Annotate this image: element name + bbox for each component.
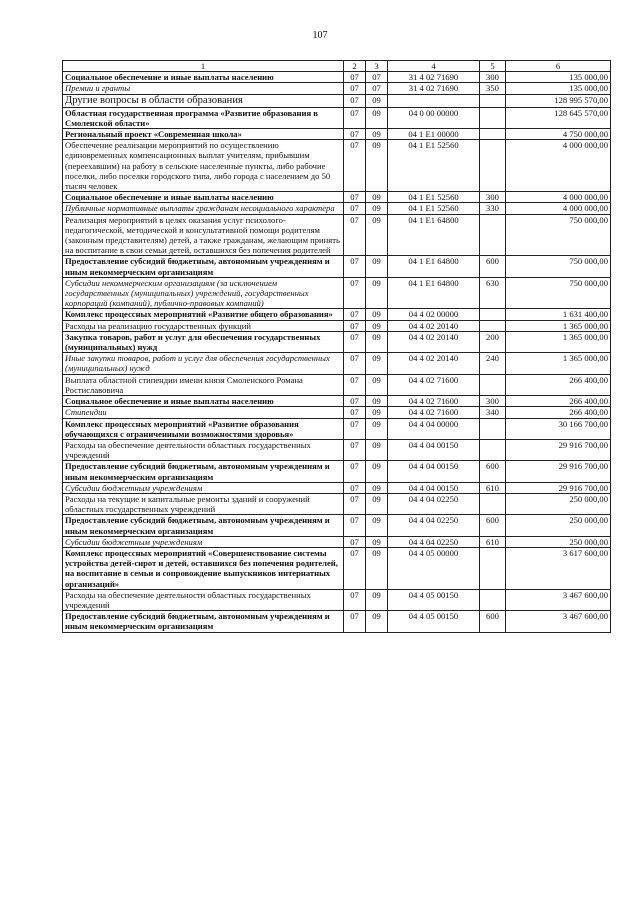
row-subsection-code: 09 <box>366 547 388 589</box>
row-section-code: 07 <box>344 331 366 352</box>
row-section-code: 07 <box>344 83 366 94</box>
budget-table <box>62 60 611 633</box>
row-amount: 128 995 570,00 <box>506 94 611 107</box>
row-name: Предоставление субсидий бюджетным, автономным учреждениям и иным некоммерческим организациям <box>63 611 344 632</box>
row-expense-type: 600 <box>480 256 506 277</box>
row-name: Комплекс процессных мероприятий «Совершенствование системы устройства детей-сирот и детей, оставшихся без попечения родителей, на воспитание в семьи и сопровождение выпускников интернатных организаций» <box>63 547 344 589</box>
row-expense-type <box>480 94 506 107</box>
row-section-code: 07 <box>344 256 366 277</box>
row-subsection-code: 07 <box>366 72 388 83</box>
table-row <box>63 374 611 395</box>
row-subsection-code: 09 <box>366 107 388 128</box>
row-target-code: 31 4 02 71690 <box>388 72 480 83</box>
row-amount: 1 365 000,00 <box>506 320 611 331</box>
row-subsection-code: 09 <box>366 515 388 536</box>
table-row <box>63 277 611 309</box>
table-row <box>63 396 611 407</box>
row-subsection-code: 09 <box>366 396 388 407</box>
row-expense-type: 600 <box>480 461 506 482</box>
row-section-code: 07 <box>344 203 366 214</box>
column-header: 1 <box>63 61 344 72</box>
row-section-code: 07 <box>344 277 366 309</box>
table-row <box>63 353 611 374</box>
row-name: Публичные нормативные выплаты гражданам несоциального характера <box>63 203 344 214</box>
row-target-code: 04 4 04 02250 <box>388 493 480 514</box>
row-target-code: 04 4 02 20140 <box>388 320 480 331</box>
row-subsection-code: 09 <box>366 192 388 203</box>
row-subsection-code: 09 <box>366 129 388 140</box>
table-header-row <box>63 61 611 72</box>
row-name: Субсидии бюджетным учреждениям <box>63 536 344 547</box>
row-target-code: 04 1 Е1 00000 <box>388 129 480 140</box>
row-target-code: 04 4 04 00000 <box>388 418 480 439</box>
row-amount: 750 000,00 <box>506 214 611 256</box>
table-row <box>63 107 611 128</box>
row-name: Субсидии некоммерческим организациям (за исключением государственных (муниципальных) учреждений, государственных корпораций (компаний), публично-правовых компаний) <box>63 277 344 309</box>
row-subsection-code: 09 <box>366 407 388 418</box>
table-row <box>63 129 611 140</box>
table-row <box>63 461 611 482</box>
row-expense-type: 610 <box>480 482 506 493</box>
row-name: Расходы на обеспечение деятельности областных государственных учреждений <box>63 589 344 610</box>
table-row <box>63 309 611 320</box>
row-expense-type <box>480 214 506 256</box>
row-section-code: 07 <box>344 214 366 256</box>
row-expense-type <box>480 493 506 514</box>
row-amount: 250 000,00 <box>506 493 611 514</box>
row-section-code: 07 <box>344 353 366 374</box>
row-section-code: 07 <box>344 107 366 128</box>
row-amount: 266 400,00 <box>506 374 611 395</box>
row-expense-type: 300 <box>480 396 506 407</box>
row-expense-type <box>480 140 506 192</box>
row-subsection-code: 09 <box>366 353 388 374</box>
row-subsection-code: 09 <box>366 493 388 514</box>
row-name: Иные закупки товаров, работ и услуг для обеспечения государственных (муниципальных) нужд <box>63 353 344 374</box>
row-name: Расходы на обеспечение деятельности областных государственных учреждений <box>63 439 344 460</box>
row-amount: 3 617 600,00 <box>506 547 611 589</box>
row-amount: 266 400,00 <box>506 396 611 407</box>
row-subsection-code: 09 <box>366 374 388 395</box>
row-section-code: 07 <box>344 439 366 460</box>
row-expense-type <box>480 589 506 610</box>
row-target-code: 04 4 02 71600 <box>388 396 480 407</box>
table-row <box>63 493 611 514</box>
row-subsection-code: 09 <box>366 536 388 547</box>
row-amount: 4 000 000,00 <box>506 203 611 214</box>
table-row <box>63 72 611 83</box>
row-section-code: 07 <box>344 493 366 514</box>
row-subsection-code: 09 <box>366 439 388 460</box>
row-amount: 29 916 700,00 <box>506 461 611 482</box>
table-row <box>63 214 611 256</box>
table-row <box>63 536 611 547</box>
row-amount: 750 000,00 <box>506 256 611 277</box>
table-row <box>63 515 611 536</box>
row-subsection-code: 09 <box>366 277 388 309</box>
row-expense-type: 340 <box>480 407 506 418</box>
row-expense-type <box>480 129 506 140</box>
row-target-code: 04 1 Е1 64800 <box>388 214 480 256</box>
row-target-code: 04 1 Е1 52560 <box>388 140 480 192</box>
table-row <box>63 611 611 632</box>
row-subsection-code: 09 <box>366 482 388 493</box>
row-section-code: 07 <box>344 482 366 493</box>
table-row <box>63 418 611 439</box>
table-row <box>63 94 611 107</box>
row-name: Расходы на текущие и капитальные ремонты зданий и сооружений областных государственных учреждений <box>63 493 344 514</box>
row-amount: 250 000,00 <box>506 536 611 547</box>
row-expense-type: 600 <box>480 611 506 632</box>
row-amount: 30 166 700,00 <box>506 418 611 439</box>
row-subsection-code: 09 <box>366 320 388 331</box>
row-amount: 1 365 000,00 <box>506 331 611 352</box>
table-row <box>63 589 611 610</box>
table-row <box>63 482 611 493</box>
row-section-code: 07 <box>344 418 366 439</box>
column-header: 3 <box>366 61 388 72</box>
row-section-code: 07 <box>344 611 366 632</box>
row-section-code: 07 <box>344 589 366 610</box>
page-number: 107 <box>312 30 328 41</box>
row-name: Премии и гранты <box>63 83 344 94</box>
row-section-code: 07 <box>344 94 366 107</box>
row-expense-type: 630 <box>480 277 506 309</box>
row-expense-type: 610 <box>480 536 506 547</box>
row-amount: 3 467 600,00 <box>506 611 611 632</box>
row-target-code <box>388 94 480 107</box>
row-expense-type: 300 <box>480 72 506 83</box>
row-name: Областная государственная программа «Развитие образования в Смоленской области» <box>63 107 344 128</box>
row-amount: 750 000,00 <box>506 277 611 309</box>
row-name: Стипендии <box>63 407 344 418</box>
row-target-code: 04 4 04 00150 <box>388 461 480 482</box>
row-expense-type: 600 <box>480 515 506 536</box>
table-row <box>63 407 611 418</box>
row-target-code: 04 4 02 71600 <box>388 407 480 418</box>
table-row <box>63 203 611 214</box>
row-section-code: 07 <box>344 396 366 407</box>
column-header: 2 <box>344 61 366 72</box>
row-name: Социальное обеспечение и иные выплаты населению <box>63 396 344 407</box>
row-section-code: 07 <box>344 536 366 547</box>
row-amount: 3 467 600,00 <box>506 589 611 610</box>
row-name: Социальное обеспечение и иные выплаты населению <box>63 192 344 203</box>
row-expense-type <box>480 418 506 439</box>
row-target-code: 04 1 Е1 64800 <box>388 277 480 309</box>
row-target-code: 04 4 04 02250 <box>388 515 480 536</box>
row-expense-type: 200 <box>480 331 506 352</box>
row-expense-type: 240 <box>480 353 506 374</box>
table-row <box>63 439 611 460</box>
column-header: 4 <box>388 61 480 72</box>
row-amount: 1 365 000,00 <box>506 353 611 374</box>
table-row <box>63 140 611 192</box>
row-target-code: 04 4 02 20140 <box>388 353 480 374</box>
row-target-code: 04 4 04 00150 <box>388 439 480 460</box>
row-subsection-code: 09 <box>366 331 388 352</box>
row-expense-type <box>480 374 506 395</box>
row-expense-type <box>480 320 506 331</box>
row-section-code: 07 <box>344 129 366 140</box>
row-expense-type <box>480 439 506 460</box>
row-name: Закупка товаров, работ и услуг для обеспечения государственных (муниципальных) нужд <box>63 331 344 352</box>
row-target-code: 04 0 00 00000 <box>388 107 480 128</box>
row-amount: 135 000,00 <box>506 72 611 83</box>
table-body <box>63 72 611 632</box>
row-target-code: 04 4 05 00150 <box>388 589 480 610</box>
row-section-code: 07 <box>344 309 366 320</box>
row-amount: 4 000 000,00 <box>506 192 611 203</box>
table-row <box>63 320 611 331</box>
budget-table-container <box>62 60 610 633</box>
row-subsection-code: 09 <box>366 589 388 610</box>
row-target-code: 31 4 02 71690 <box>388 83 480 94</box>
row-target-code: 04 4 02 20140 <box>388 331 480 352</box>
row-subsection-code: 09 <box>366 611 388 632</box>
row-section-code: 07 <box>344 407 366 418</box>
row-target-code: 04 4 02 00000 <box>388 309 480 320</box>
row-expense-type <box>480 547 506 589</box>
table-row <box>63 331 611 352</box>
row-name: Выплата областной стипендии имени князя Смоленского Романа Ростиславовича <box>63 374 344 395</box>
row-target-code: 04 1 Е1 52560 <box>388 192 480 203</box>
row-name: Расходы на реализацию государственных функций <box>63 320 344 331</box>
row-amount: 128 645 570,00 <box>506 107 611 128</box>
row-target-code: 04 1 Е1 52560 <box>388 203 480 214</box>
row-expense-type: 330 <box>480 203 506 214</box>
row-subsection-code: 07 <box>366 83 388 94</box>
row-amount: 29 916 700,00 <box>506 482 611 493</box>
row-name: Другие вопросы в области образования <box>63 94 344 107</box>
row-amount: 29 916 700,00 <box>506 439 611 460</box>
row-expense-type: 350 <box>480 83 506 94</box>
row-amount: 1 631 400,00 <box>506 309 611 320</box>
table-row <box>63 256 611 277</box>
row-subsection-code: 09 <box>366 256 388 277</box>
row-subsection-code: 09 <box>366 418 388 439</box>
row-expense-type: 300 <box>480 192 506 203</box>
row-name: Комплекс процессных мероприятий «Развитие общего образования» <box>63 309 344 320</box>
row-section-code: 07 <box>344 140 366 192</box>
row-target-code: 04 4 04 00150 <box>388 482 480 493</box>
row-target-code: 04 1 Е1 64800 <box>388 256 480 277</box>
row-subsection-code: 09 <box>366 140 388 192</box>
row-amount: 135 000,00 <box>506 83 611 94</box>
row-name: Обеспечение реализации мероприятий по осуществлению единовременных компенсационных выплат учителям, прибывшим (переехавшим) на работу в сельские населенные пункты, либо рабочие поселки, либо поселки городского типа, либо города с населением до 50 тысяч человек <box>63 140 344 192</box>
table-row <box>63 192 611 203</box>
row-subsection-code: 09 <box>366 214 388 256</box>
row-name: Предоставление субсидий бюджетным, автономным учреждениям и иным некоммерческим организациям <box>63 461 344 482</box>
row-target-code: 04 4 05 00000 <box>388 547 480 589</box>
table-row <box>63 547 611 589</box>
row-name: Предоставление субсидий бюджетным, автономным учреждениям и иным некоммерческим организациям <box>63 256 344 277</box>
row-subsection-code: 09 <box>366 461 388 482</box>
row-name: Реализация мероприятий в целях оказания услуг психолого-педагогической, методической и консультативной помощи родителям (законным представителям) детей, а также гражданам, желающим принять на воспитание в свои семьи детей, оставшихся без попечения родителей <box>63 214 344 256</box>
row-expense-type <box>480 309 506 320</box>
row-name: Региональный проект «Современная школа» <box>63 129 344 140</box>
row-section-code: 07 <box>344 547 366 589</box>
column-header: 6 <box>506 61 611 72</box>
row-section-code: 07 <box>344 320 366 331</box>
row-subsection-code: 09 <box>366 94 388 107</box>
row-target-code: 04 4 04 02250 <box>388 536 480 547</box>
table-row <box>63 83 611 94</box>
row-section-code: 07 <box>344 374 366 395</box>
row-amount: 4 750 000,00 <box>506 129 611 140</box>
row-subsection-code: 09 <box>366 203 388 214</box>
row-section-code: 07 <box>344 461 366 482</box>
row-expense-type <box>480 107 506 128</box>
row-subsection-code: 09 <box>366 309 388 320</box>
row-name: Предоставление субсидий бюджетным, автономным учреждениям и иным некоммерческим организациям <box>63 515 344 536</box>
row-section-code: 07 <box>344 192 366 203</box>
row-section-code: 07 <box>344 72 366 83</box>
row-amount: 4 000 000,00 <box>506 140 611 192</box>
row-target-code: 04 4 05 00150 <box>388 611 480 632</box>
row-target-code: 04 4 02 71600 <box>388 374 480 395</box>
row-section-code: 07 <box>344 515 366 536</box>
row-name: Субсидии бюджетным учреждениям <box>63 482 344 493</box>
row-name: Социальное обеспечение и иные выплаты населению <box>63 72 344 83</box>
row-name: Комплекс процессных мероприятий «Развитие образования обучающихся с ограниченными возможностями здоровья» <box>63 418 344 439</box>
row-amount: 250 000,00 <box>506 515 611 536</box>
column-header: 5 <box>480 61 506 72</box>
row-amount: 266 400,00 <box>506 407 611 418</box>
